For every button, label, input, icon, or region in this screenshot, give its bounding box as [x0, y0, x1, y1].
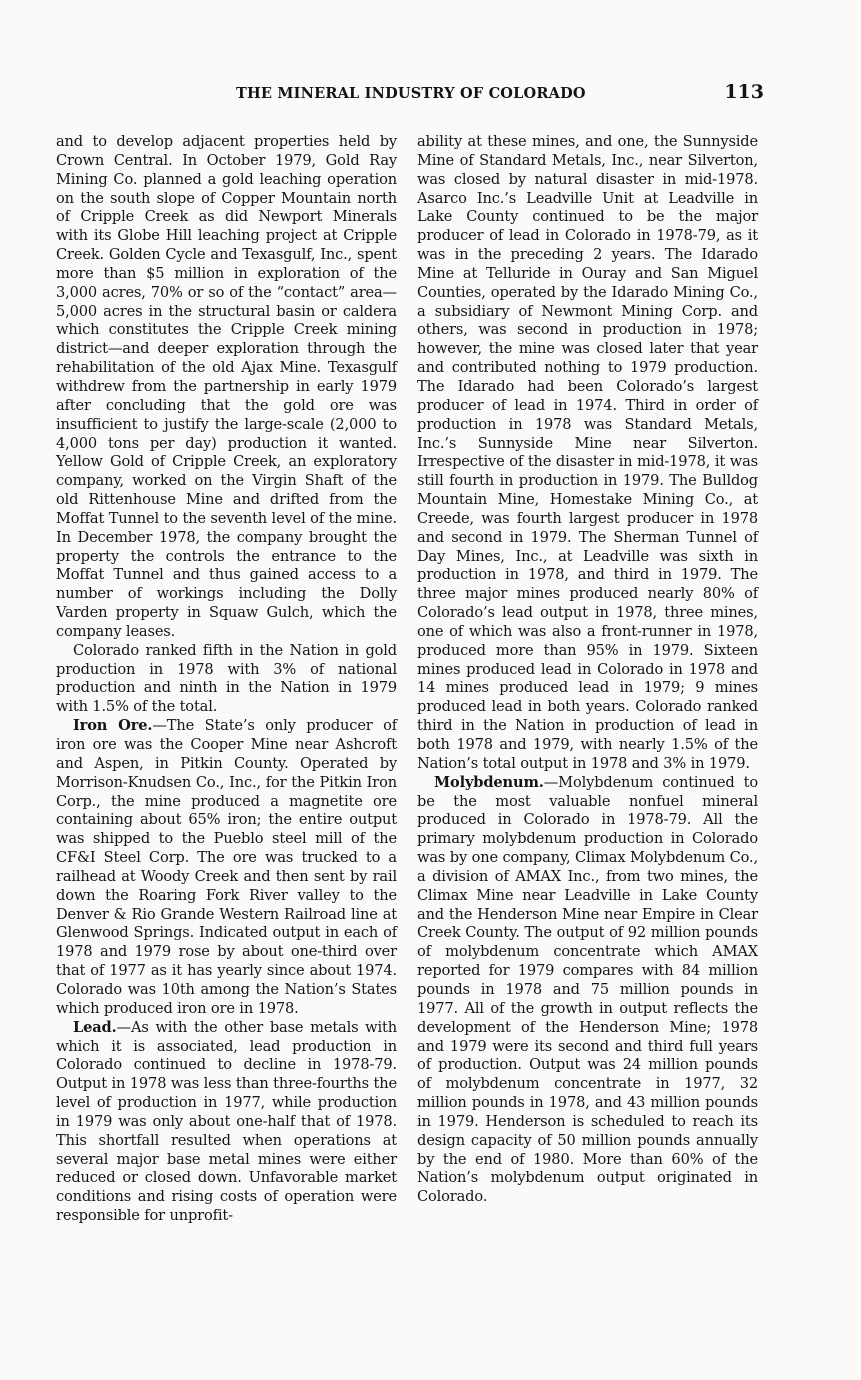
molybdenum-paragraph	[417, 774, 758, 1207]
lead-text: —As with the other base metals with which it is associated, lead production in Colorado continued to decline in 1978-79. Output in 1978 was less than three-fourths the level of production in 1977, while production in 1979 was only about one-half that of 1978. This shortfall resulted when operations at several major base metal mines were either reduced or closed down. Unfavorable market conditions and rising costs of operation were responsible for unprofit-	[56, 1018, 397, 1225]
left-column	[56, 133, 397, 1226]
iron-ore-text: —The State’s only producer of iron ore was the Cooper Mine near Ashcroft and Aspen, in Pitkin County. Operated by Morrison-Knudsen Co., Inc., for the Pitkin Iron Corp., the mine produced a magnetite ore containing about 65% iron; the entire output was shipped to the Pueblo steel mill of the CF&I Steel Corp. The ore was trucked to a railhead at Woody Creek and then sent by rail down the Roaring Fork River valley to the Denver & Rio Grande Western Railroad line at Glenwood Springs. Indicated output in each of 1978 and 1979 rose by about one-third over that of 1977 as it has yearly since about 1974. Colorado was 10th among the Nation’s States which produced iron ore in 1978.	[56, 717, 397, 1017]
page-number: 113	[724, 81, 764, 103]
iron-ore-heading: Iron Ore.	[73, 717, 153, 735]
lead-continuation-paragraph: ability at these mines, and one, the Sunnyside Mine of Standard Metals, Inc., near Silverton, was closed by natural disaster in mid-1978. Asarco Inc.’s Leadville Unit at Leadville in Lake County continued to be the major producer of lead in Colorado in 1978-79, as it was in the preceding 2 years. The Idarado Mine at Telluride in Ouray and San Miguel Counties, operated by the Idarado Mining Co., a subsidiary of Newmont Mining Corp. and others, was second in production in 1978; however, the mine was closed later that year and contributed nothing to 1979 production. The Idarado had been Colorado’s largest producer of lead in 1974. Third in order of production in 1978 was Standard Metals, Inc.’s Sunnyside Mine near Silverton. Irrespective of the disaster in mid-1978, it was still fourth in production in 1979. The Bulldog Mountain Mine, Homestake Mining Co., at Creede, was fourth largest producer in 1978 and second in 1979. The Sherman Tunnel of Day Mines, Inc., at Leadville was sixth in production in 1978, and third in 1979. The three major mines produced nearly 80% of Colorado’s lead output in 1978, three mines, one of which was also a front-runner in 1978, produced more than 95% in 1979. Sixteen mines produced lead in Colorado in 1978 and 14 mines produced lead in 1979; 9 mines produced lead in both years. Colorado ranked third in the Nation in production of lead in both 1978 and 1979, with nearly 1.5% of the Nation’s total output in 1978 and 3% in 1979.	[417, 133, 758, 772]
right-column	[417, 133, 758, 1207]
molybdenum-heading: Molybdenum.	[434, 773, 544, 791]
running-title: THE MINERAL INDUSTRY OF COLORADO	[236, 85, 586, 102]
molybdenum-text: —Molybdenum continued to be the most valuable nonfuel mineral produced in Colorado in 1978-79. All the primary molybdenum production in Colorado was by one company, Climax Molybdenum Co., a division of AMAX Inc., from two mines, the Climax Mine near Leadville in Lake County and the Henderson Mine near Empire in Clear Creek County. The output of 92 million pounds of molybdenum concentrate which AMAX reported for 1979 compares with 84 million pounds in 1978 and 75 million pounds in 1977. All of the growth in output reflects the development of the Henderson Mine; 1978 and 1979 were its second and third full years of production. Output was 24 million pounds of molybdenum concentrate in 1977, 32 million pounds in 1978, and 43 million pounds in 1979. Henderson is scheduled to reach its design capacity of 50 million pounds annually by the end of 1980. More than 60% of the Nation’s molybdenum output originated in Colorado.	[417, 773, 758, 1206]
page-header	[58, 81, 766, 105]
iron-ore-paragraph	[56, 717, 397, 1019]
lead-paragraph	[56, 1019, 397, 1226]
gold-continuation-paragraph: and to develop adjacent properties held by Crown Central. In October 1979, Gold Ray Mining Co. planned a gold leaching operation on the south slope of Copper Mountain north of Cripple Creek as did Newport Minerals with its Globe Hill leaching project at Cripple Creek. Golden Cycle and Texasgulf, Inc., spent more than $5 million in exploration of the 3,000 acres, 70% or so of the “contact” area—5,000 acres in the structural basin or caldera which constitutes the Cripple Creek mining district—and deeper exploration through the rehabilitation of the old Ajax Mine. Texasgulf withdrew from the partnership in early 1979 after concluding that the gold ore was insufficient to justify the large-scale (2,000 to 4,000 tons per day) production it wanted. Yellow Gold of Cripple Creek, an exploratory company, worked on the Virgin Shaft of the old Rittenhouse Mine and drifted from the Moffat Tunnel to the seventh level of the mine. In December 1978, the company brought the property the controls the entrance to the Moffat Tunnel and thus gained access to a number of workings including the Dolly Varden property in Squaw Gulch, which the company leases.	[56, 133, 397, 640]
gold-ranking-paragraph: Colorado ranked fifth in the Nation in gold production in 1978 with 3% of national production and ninth in the Nation in 1979 with 1.5% of the total.	[56, 641, 397, 716]
lead-heading: Lead.	[73, 1018, 117, 1036]
